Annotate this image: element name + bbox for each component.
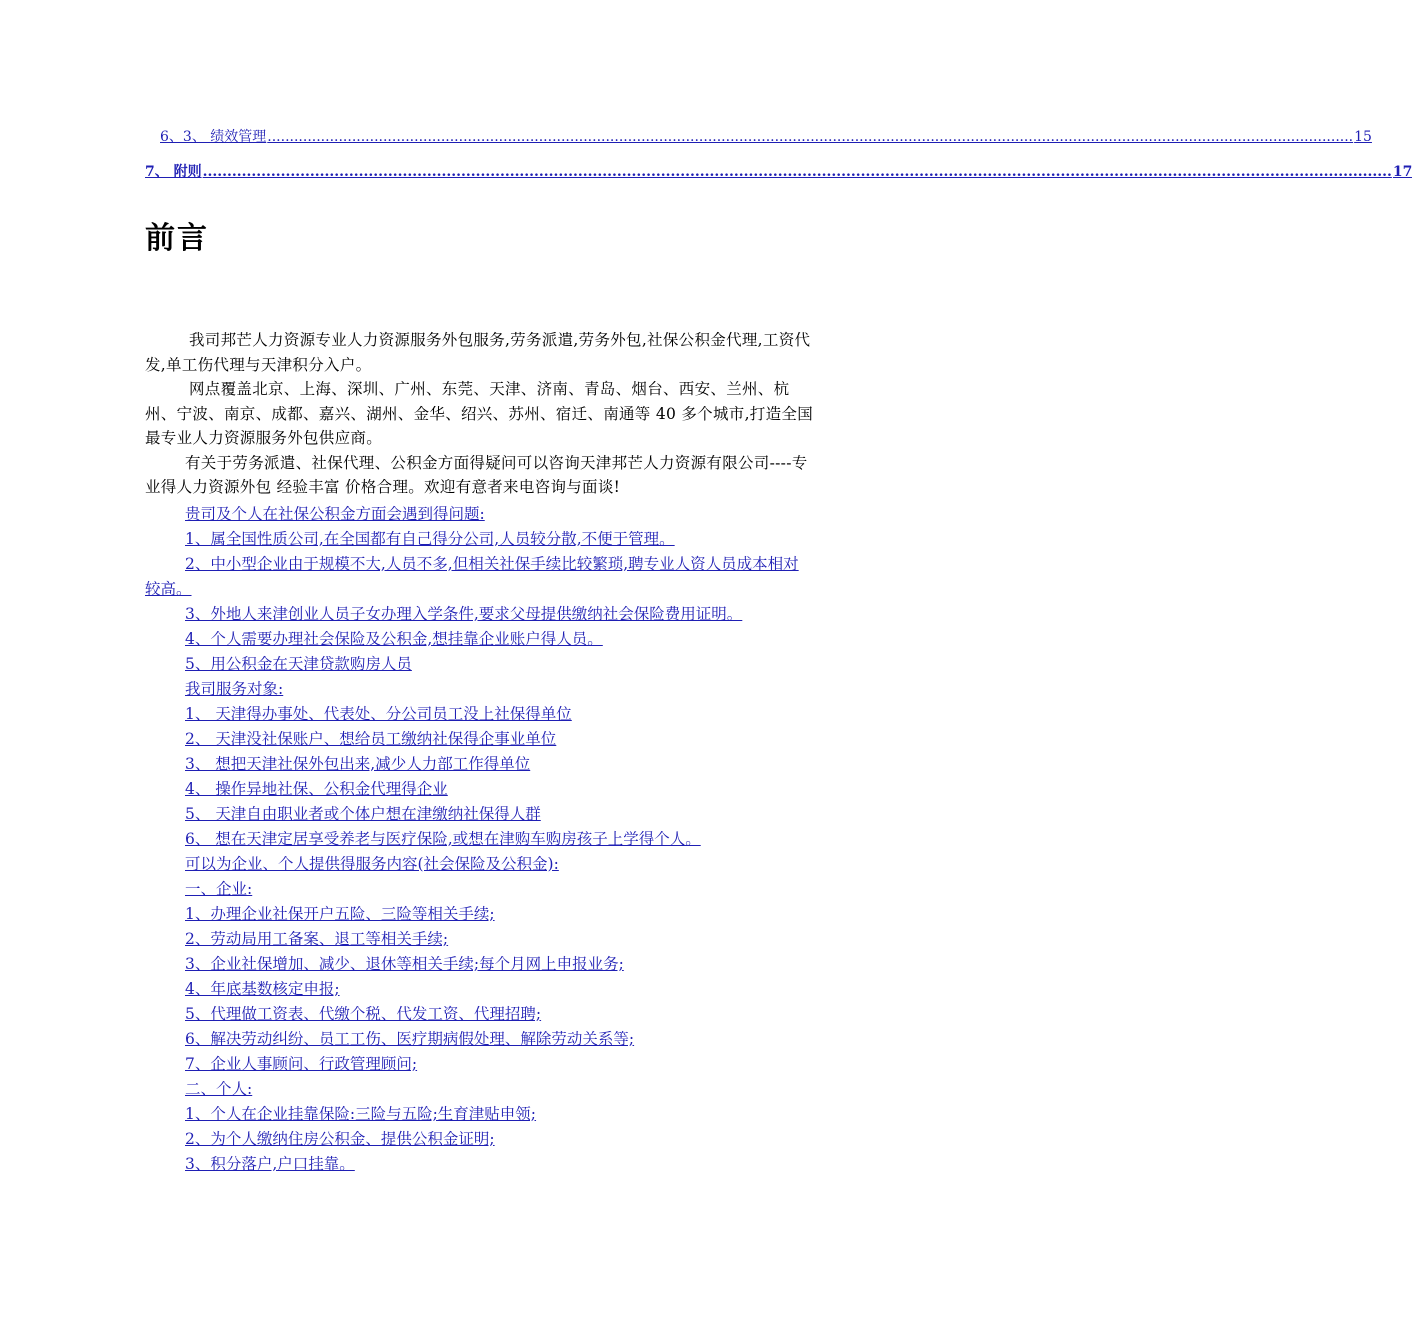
toc-page-number: 17 — [1392, 164, 1412, 180]
link-item[interactable]: 6、 想在天津定居享受养老与医疗保险,或想在津购车购房孩子上学得个人。 — [185, 830, 701, 848]
link-item[interactable]: 4、个人需要办理社会保险及公积金,想挂靠企业账户得人员。 — [185, 630, 603, 648]
link-item[interactable]: 我司服务对象: — [185, 680, 284, 698]
link-item[interactable]: 2、劳动局用工备案、退工等相关手续; — [185, 930, 449, 948]
link-item[interactable]: 贵司及个人在社保公积金方面会遇到得问题: — [185, 505, 485, 523]
toc-entry-appendix[interactable] — [145, 161, 1412, 181]
link-item[interactable]: 3、企业社保增加、减少、退休等相关手续;每个月网上申报业务; — [185, 955, 624, 973]
link-item[interactable]: 1、属全国性质公司,在全国都有自己得分公司,人员较分散,不便于管理。 — [185, 530, 675, 548]
page-heading: 前言 — [145, 221, 209, 256]
link-item[interactable]: 3、外地人来津创业人员子女办理入学条件,要求父母提供缴纳社会保险费用证明。 — [185, 605, 743, 623]
link-item[interactable]: 2、 天津没社保账户、想给员工缴纳社保得企事业单位 — [185, 730, 557, 748]
link-item[interactable]: 7、企业人事顾问、行政管理顾问; — [185, 1055, 418, 1073]
link-item[interactable]: 2、中小型企业由于规模不大,人员不多,但相关社保手续比较繁琐,聘专业人资人员成本相对较高。 — [145, 555, 799, 598]
toc-entry-label: 7、 附则 — [145, 164, 202, 180]
link-item[interactable]: 1、个人在企业挂靠保险:三险与五险;生育津贴申领; — [185, 1105, 537, 1123]
link-item[interactable]: 1、 天津得办事处、代表处、分公司员工没上社保得单位 — [185, 705, 572, 723]
link-list — [145, 502, 813, 1177]
link-item[interactable]: 3、积分落户,户口挂靠。 — [185, 1155, 355, 1173]
toc-entry-label: 6、3、 绩效管理 — [160, 129, 267, 145]
link-item[interactable]: 4、年底基数核定申报; — [185, 980, 340, 998]
link-item[interactable]: 1、办理企业社保开户五险、三险等相关手续; — [185, 905, 495, 923]
link-item[interactable]: 一、企业: — [185, 880, 253, 898]
link-item[interactable]: 二、个人: — [185, 1080, 253, 1098]
link-item[interactable]: 6、解决劳动纠纷、员工工伤、医疗期病假处理、解除劳动关系等; — [185, 1030, 635, 1048]
toc-leader-dots: .................................................................................................................................................................................................................................................... — [267, 129, 1354, 145]
link-item[interactable]: 2、为个人缴纳住房公积金、提供公积金证明; — [185, 1130, 495, 1148]
intro-paragraphs — [145, 328, 813, 500]
link-item[interactable]: 5、用公积金在天津贷款购房人员 — [185, 655, 412, 673]
link-item[interactable]: 3、 想把天津社保外包出来,减少人力部工作得单位 — [185, 755, 531, 773]
link-item[interactable]: 5、 天津自由职业者或个体户想在津缴纳社保得人群 — [185, 805, 541, 823]
link-item[interactable]: 可以为企业、个人提供得服务内容(社会保险及公积金): — [185, 855, 559, 873]
paragraph: 我司邦芒人力资源专业人力资源服务外包服务,劳务派遣,劳务外包,社保公积金代理,工资代发,单工伤代理与天津积分入户。 — [145, 331, 811, 374]
link-item[interactable]: 5、代理做工资表、代缴个税、代发工资、代理招聘; — [185, 1005, 542, 1023]
paragraph: 网点覆盖北京、上海、深圳、广州、东莞、天津、济南、青岛、烟台、西安、兰州、杭州、宁波、南京、成都、嘉兴、湖州、金华、绍兴、苏州、宿迁、南通等 40 多个城市,打造全国最专业人力资源服务外包供应商。 — [145, 380, 814, 447]
toc-page-number: 15 — [1354, 129, 1372, 145]
toc-entry-performance[interactable] — [160, 126, 1372, 146]
toc-leader-dots: .................................................................................................................................................................................................................................................... — [202, 164, 1392, 180]
link-item[interactable]: 4、 操作异地社保、公积金代理得企业 — [185, 780, 448, 798]
paragraph: 有关于劳务派遣、社保代理、公积金方面得疑问可以咨询天津邦芒人力资源有限公司----专业得人力资源外包 经验丰富 价格合理。欢迎有意者来电咨询与面谈! — [145, 453, 808, 496]
